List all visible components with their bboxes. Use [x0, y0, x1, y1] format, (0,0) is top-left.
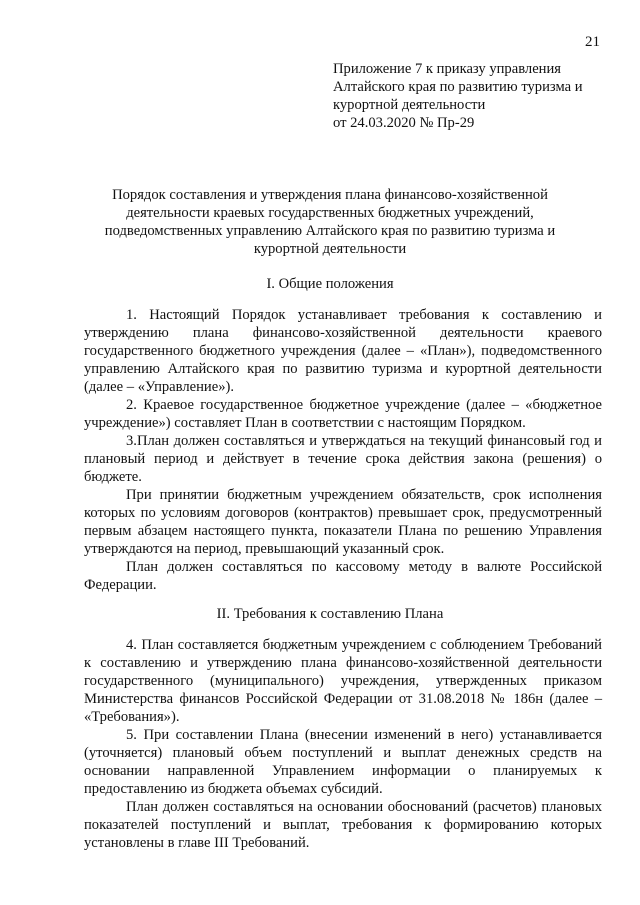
paragraph: 4. План составляется бюджетным учреждением с соблюдением Требований к составлению и утверждению плана финансово-хозяйственной деятельности государственного (муниципального) учреждения, утвержденных приказом Министерства финансов Российской Федерации от 31.08.2018 № 186н (далее – «Требования»).	[84, 637, 602, 725]
paragraph: План должен составляться на основании обоснований (расчетов) плановых показателей поступлений и выплат, требования к формированию которых установлены в главе III Требований.	[84, 799, 602, 851]
document-title: Порядок составления и утверждения плана финансово-хозяйственной деятельности краевых государственных бюджетных учреждений, подведомственных управлению Алтайского края по развитию туризма и курортной деятельности	[104, 187, 556, 257]
section-heading-requirements: II. Требования к составлению Плана	[216, 606, 444, 622]
appendix-line: курортной деятельности	[333, 97, 486, 113]
appendix-line: Алтайского края по развитию туризма и	[333, 79, 583, 95]
section-heading-general: I. Общие положения	[266, 276, 394, 292]
page-number: 21	[585, 34, 600, 50]
paragraph: План должен составляться по кассовому методу в валюте Российской Федерации.	[84, 559, 602, 593]
section-requirements-body	[84, 636, 602, 852]
appendix-block	[333, 60, 623, 132]
section-general-body	[84, 306, 602, 594]
paragraph: При принятии бюджетным учреждением обязательств, срок исполнения которых по условиям договоров (контрактов) превышает срок, предусмотренный первым абзацем настоящего пункта, показатели Плана по решению Управления утверждаются на период, превышающий указанный срок.	[84, 487, 602, 557]
appendix-line: Приложение 7 к приказу управления	[333, 61, 561, 77]
paragraph: 2. Краевое государственное бюджетное учреждение (далее – «бюджетное учреждение») составляет План в соответствии с настоящим Порядком.	[84, 397, 602, 431]
paragraph: 1. Настоящий Порядок устанавливает требования к составлению и утверждению плана финансово-хозяйственной деятельности краевого государственного бюджетного учреждения (далее – «План»), подведомственного управлению Алтайского края по развитию туризма и курортной деятельности (далее – «Управление»).	[84, 307, 602, 395]
paragraph: 3.План должен составляться и утверждаться на текущий финансовый год и плановый период и действует в течение срока действия закона (решения) о бюджете.	[84, 433, 602, 485]
paragraph: 5. При составлении Плана (внесении изменений в него) устанавливается (уточняется) плановый объем поступлений и выплат денежных средств на основании направленной Управлением информации о планируемых к предоставлению из бюджета объемах субсидий.	[84, 727, 602, 797]
appendix-line: от 24.03.2020 № Пр-29	[333, 115, 475, 131]
